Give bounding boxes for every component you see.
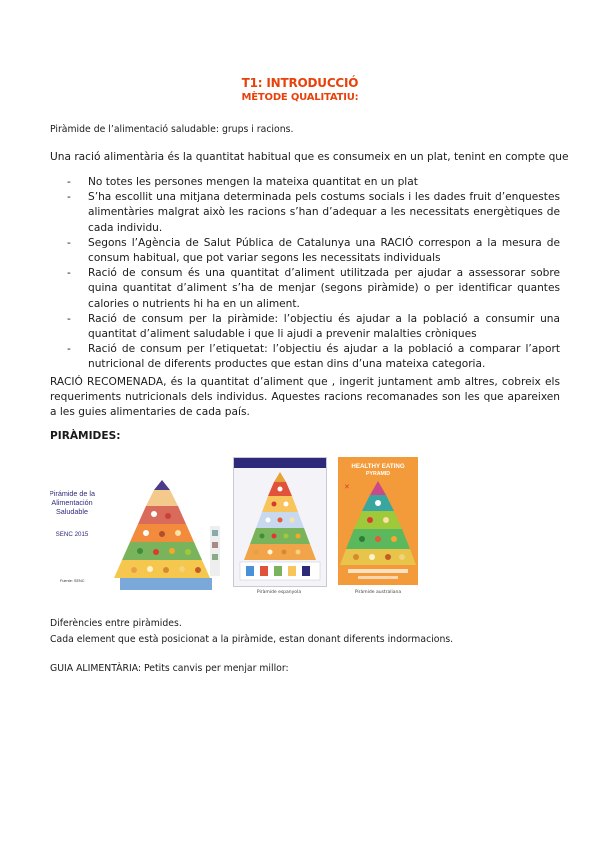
list-item: - Ració de consum és una quantitat d’aliment utilitzada per ajudar a assessorar sobre quina quantitat d’aliment s’ha de menjar (segons piràmide) o per identificar quantes calories o nutrients hi ha en un aliment. — [50, 266, 560, 312]
bullet-list — [50, 175, 560, 373]
list-item: - Ració de consum per la piràmide: l’objectiu és ajudar a la població a consumir una quantitat d’aliment saludable i que li ajudi a prevenir malalties cròniques — [50, 312, 560, 342]
element-text: Cada element que està posicionat a la piràmide, estan donant diferents indormacions. — [50, 634, 454, 645]
document-title: T1: INTRODUCCIÓ — [241, 76, 359, 90]
document-subtitle: MÈTODE QUALITATIU: — [241, 92, 359, 103]
piramides-heading: PIRÀMIDES: — [50, 430, 121, 442]
list-item: - Segons l’Agència de Salut Pública de Catalunya una RACIÓ correspon a la mesura de consum habitual, que pot variar segons les necessitats individuals — [50, 236, 560, 266]
intro-paragraph: Una ració alimentària és la quantitat habitual que es consumeix en un plat, tenint en compte que — [50, 151, 569, 163]
pyramid-caption-australiana: Piràmide australiana — [354, 590, 402, 595]
pyramid-australiana-graphic — [338, 457, 418, 585]
pyramid3-title-1: HEALTHY EATING — [351, 463, 405, 470]
racio-recomenada-paragraph: RACIÓ RECOMENADA, és la quantitat d’aliment que , ingerit juntament amb altres, cobreix els requeriments nutricionals dels individus. Aquestes racions recomanades son les que apareixen a les guies alimentaries de cada país. — [50, 376, 560, 419]
pyramid1-title-3: Saludable — [56, 507, 88, 516]
pyramid3-title-2: PYRAMID — [366, 471, 390, 477]
list-item: - Ració de consum per l’etiquetat: l’objectiu és ajudar a la població a comparar l’aport nutricional de diferents productes que estan dins d’una mateixa categoria. — [50, 342, 560, 372]
pyramid1-title-1: Pirámide de la — [50, 489, 95, 498]
pyramid-image-senc — [50, 476, 222, 594]
pyramid1-label: SENC 2015 — [55, 531, 89, 538]
pyramid-senc-graphic — [50, 476, 222, 594]
diferencies-text: Diferències entre piràmides. — [50, 618, 182, 629]
pyramid-caption-espanyola: Piràmide espanyola — [256, 590, 302, 595]
list-item: - S’ha escollit una mitjana determinada pels costums socials i les dades fruit d’enquestes alimentàries malgrat això les racions s’han d’adequar a les necessitats energètiques de cada individu. — [50, 190, 560, 236]
svg-text:✕: ✕ — [344, 483, 350, 491]
list-item: - No totes les persones mengen la mateixa quantitat en un plat — [50, 175, 560, 190]
pyramid-espanyola-graphic — [234, 458, 326, 586]
section-heading: Piràmide de l’alimentació saludable: grups i racions. — [50, 124, 294, 135]
pyramid-image-espanyola — [233, 457, 327, 587]
pyramid1-title-2: Alimentación — [51, 498, 93, 507]
pyramid-image-australiana — [338, 457, 418, 585]
pyramid1-source: Fuente: SENC — [60, 579, 85, 583]
guia-alimentaria-text: GUIA ALIMENTÀRIA: Petits canvis per menjar millor: — [50, 663, 289, 674]
